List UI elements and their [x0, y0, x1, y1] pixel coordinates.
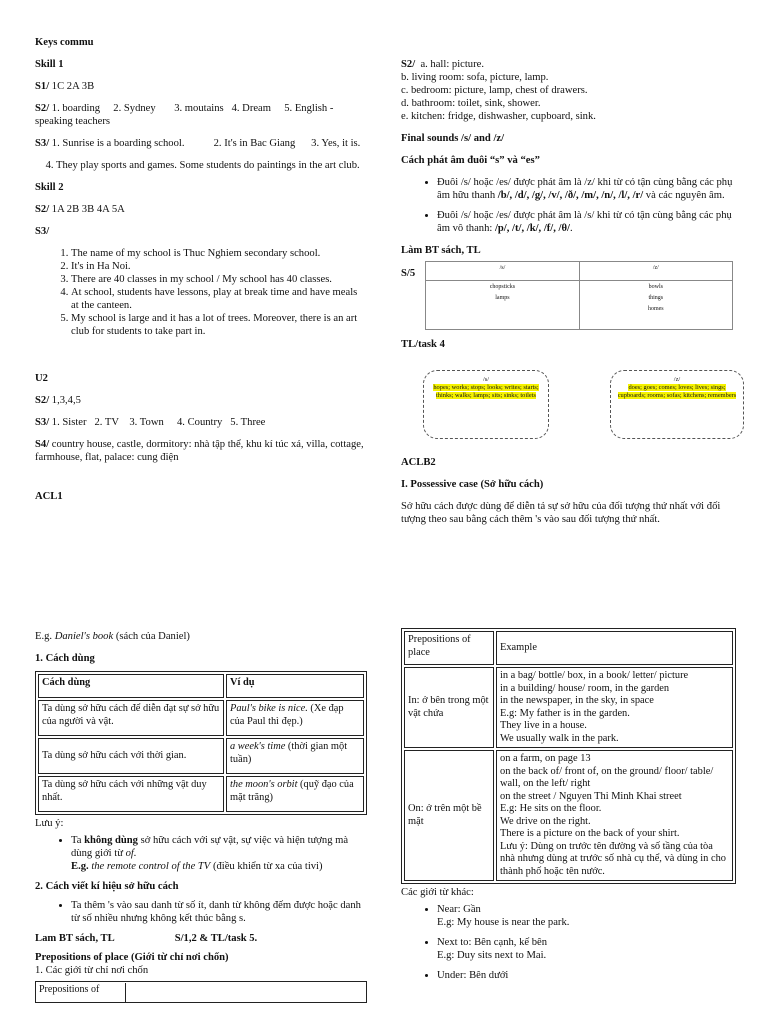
s3-answer: S3/ 1. Sunrise is a boarding school. 2. It's in Bac Giang 3. Yes, it is. — [35, 138, 361, 149]
page2-right-column — [401, 628, 736, 991]
skill1-heading: Skill 1 — [35, 59, 64, 70]
s3-answer-4: 4. They play sports and games. Some students do paintings in the art club. — [35, 160, 360, 171]
prep-table-stub — [35, 981, 367, 1003]
table-row: Ta dùng sở hữu cách với những vật duy nhất. — [38, 776, 224, 812]
page1-left-column — [35, 36, 367, 512]
list-item: • Next to: Bên cạnh, kế bên E.g: Duy sits next to Mai. — [437, 936, 736, 962]
s5-cell-s: chopsticks lamps — [426, 281, 579, 330]
s5-label: S/5 — [401, 268, 416, 279]
prep-header-example: Example — [496, 631, 733, 665]
usage-header-example: Ví dụ — [226, 674, 364, 698]
bubble-s — [423, 370, 549, 439]
table-row-example: a week's time (thời gian một tuần) — [226, 738, 364, 774]
page2-left-column — [35, 630, 367, 1003]
pronunciation-rules — [401, 176, 733, 235]
skill2-s2-answer: S2/ 1A 2B 3B 4A 5A — [35, 204, 125, 215]
possessive-example: E.g. Daniel's book (sách của Daniel) — [35, 631, 190, 642]
skill2-s3-label: S3/ — [35, 226, 50, 237]
bubble-area — [401, 360, 737, 450]
list-item: 2. It's in Ha Noi. — [71, 260, 367, 273]
aclb2-heading: ACLB2 — [401, 457, 436, 468]
usage-heading: 1. Cách dùng — [35, 653, 95, 664]
skill2-heading: Skill 2 — [35, 182, 64, 193]
prep-in-label: In: ở bên trong một vật chứa — [404, 667, 494, 748]
s5-block — [401, 261, 733, 330]
note-list — [35, 834, 367, 873]
final-sounds-heading: Final sounds /s/ and /z/ — [401, 133, 505, 144]
writing-heading: 2. Cách viết kí hiệu sở hữu cách — [35, 881, 179, 892]
tl-task-heading: TL/task 4 — [401, 339, 445, 350]
s5-cell-z: bowls things homes — [579, 281, 732, 330]
rule-voiced: • Đuôi /s/ hoặc /es/ được phát âm là /z/ khi từ có tận cùng bằng các phụ âm hữu thanh /b/, /d/, /g/, /v/, /ð/, /m/, /n/, /l/, /r/ và các nguyên âm. — [437, 176, 733, 202]
prep-heading: Prepositions of place (Giới từ chỉ nơi chốn) — [35, 952, 229, 963]
possessive-desc: Sở hữu cách được dùng để diễn tả sự sở hữu của đối tượng thứ nhất với đối tượng theo sau bằng cách thêm 's vào sau đối tượng thứ nhất. — [401, 501, 721, 525]
list-item: 5. My school is large and it has a lot of trees. Moreover, there is an art club for students to take part in. — [71, 312, 367, 338]
page-2 — [0, 620, 768, 1024]
skill2-s3-list — [35, 247, 367, 338]
table-row-example: Paul's bike is nice. (Xe đạp của Paul thì đẹp.) — [226, 700, 364, 736]
table-row: Ta dùng sở hữu cách với thời gian. — [38, 738, 224, 774]
table-row: Ta dùng sở hữu cách để diễn đạt sự sở hữu của người và vật. — [38, 700, 224, 736]
right-s2-block: S2/ a. hall: picture. b. living room: sofa, picture, lamp. c. bedroom: picture, lamp, chest of drawers. d. bathroom: toilet, sink, shower. e. kitchen: fridge, dishwasher, cupboard, sink. — [401, 59, 596, 122]
list-item: 3. There are 40 classes in my school / My school has 40 classes. — [71, 273, 367, 286]
list-item: 1. The name of my school is Thuc Nghiem secondary school. — [71, 247, 367, 260]
exercise-line: Lam BT sách, TL S/1,2 & TL/task 5. — [35, 933, 258, 944]
bubble-s-words: hopes; works; stops; looks; writes; starts; thinks; walks; lamps; sits; sinks; toilets — [433, 384, 539, 399]
s5-header-s: /s/ — [426, 262, 579, 281]
u2-heading: U2 — [35, 373, 48, 384]
usage-header-use: Cách dùng — [38, 674, 224, 698]
prep-in-examples: in a bag/ bottle/ box, in a book/ letter/ picture in a building/ house/ room, in the garden in the newspaper, in the sky, in space E.g: My father is in the garden. They live in a house. We usually walk in the park. — [496, 667, 733, 748]
u2-s4-answer: S4/ country house, castle, dormitory: nhà tập thể, khu kí túc xá, villa, cottage, farmhouse, flat, palace: cung điện — [35, 439, 364, 463]
prep-table-stub-head: Prepositions of — [39, 983, 126, 1002]
prep-on-label: On: ở trên một bề mặt — [404, 750, 494, 881]
prep-subheading: 1. Các giới từ chỉ nơi chốn — [35, 965, 149, 976]
bubble-z — [610, 370, 744, 439]
other-preps-list — [401, 903, 736, 982]
s1-answer: S1/ 1C 2A 3B — [35, 81, 95, 92]
rule-voiceless: • Đuôi /s/ hoặc /es/ được phát âm là /s/ khi từ có tận cùng bằng các phụ âm vô thanh: /p/, /t/, /k/, /f/, /θ/. — [437, 209, 733, 235]
table-row-example: the moon's orbit (quỹ đạo của mặt trăng) — [226, 776, 364, 812]
writing-item: • Ta thêm 's vào sau danh từ số ít, danh từ không đếm được hoặc danh từ số nhiều nhưng không kết thúc bằng s. — [71, 899, 367, 925]
possessive-heading: I. Possessive case (Sở hữu cách) — [401, 479, 544, 490]
s5-table — [425, 261, 733, 330]
prep-on-examples: on a farm, on page 13 on the back of/ front of, on the ground/ floor/ table/ wall, on the left/ right on the street / Nguyen Thi Minh Khai street E.g: He sits on the floor. We drive on the right. There is a picture on the back of your shirt. Lưu ý: Dùng on trước tên đường và số tầng của tòa nhà nhưng dùng at trước số nhà cụ thể, và dùng in cho thành phố hoặc tên nước. — [496, 750, 733, 881]
s5-header-z: /z/ — [579, 262, 732, 281]
u2-s3-answer: S3/ 1. Sister 2. TV 3. Town 4. Country 5. Three — [35, 417, 266, 428]
prep-table — [401, 628, 736, 884]
list-item: 4. At school, students have lessons, play at break time and have meals at the canteen. — [71, 286, 367, 312]
bubble-z-words: does; goes; comes; loves; lives; sings; cupboards; rooms; sofas; kitchens; remembers — [617, 384, 737, 399]
bubble-s-label: /s/ — [482, 376, 490, 383]
acl1-heading: ACL1 — [35, 491, 63, 502]
note-item: • Ta không dùng sở hữu cách với sự vật, sự việc và hiện tượng mà dùng giới từ of. E.g. the remote control of the TV (điều khiển từ xa của tivi) — [71, 834, 367, 873]
pronunciation-heading: Cách phát âm đuôi “s” và “es” — [401, 155, 540, 166]
writing-list — [35, 899, 367, 925]
usage-table — [35, 671, 367, 815]
list-item: • Under: Bên dưới — [437, 969, 736, 982]
s2-answer: S2/ 1. boarding 2. Sydney 3. moutains 4. Dream 5. English - speaking teachers — [35, 103, 337, 127]
bubble-z-label: /z/ — [673, 376, 681, 383]
keys-title: Keys commu — [35, 37, 94, 48]
page1-right-column — [401, 58, 737, 535]
prep-header-place: Prepositions of place — [404, 631, 494, 665]
list-item: • Near: Gần E.g: My house is near the park. — [437, 903, 736, 929]
other-preps-heading: Các giới từ khác: — [401, 887, 474, 898]
u2-s2-answer: S2/ 1,3,4,5 — [35, 395, 81, 406]
note-heading: Lưu ý: — [35, 818, 64, 829]
exercise-heading: Làm BT sách, TL — [401, 245, 481, 256]
